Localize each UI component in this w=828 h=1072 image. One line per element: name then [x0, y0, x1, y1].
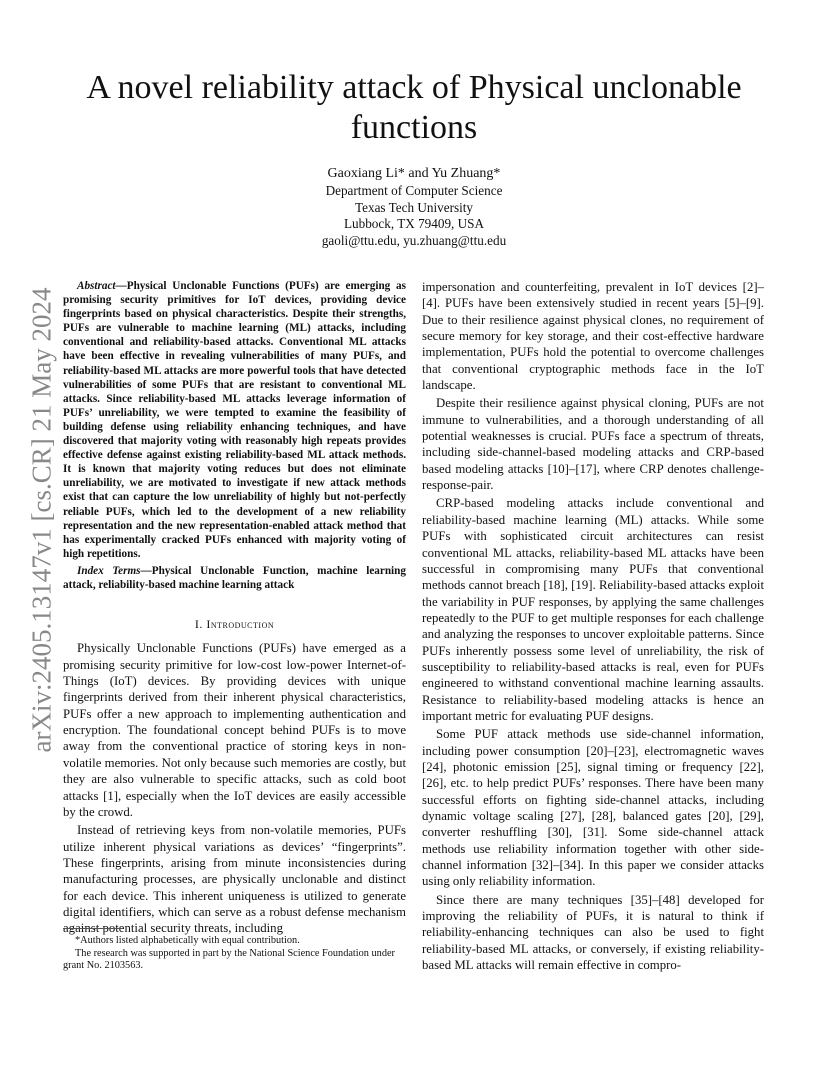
arxiv-stamp: arXiv:2405.13147v1 [cs.CR] 21 May 2024: [26, 287, 57, 753]
body-paragraph: Since there are many techniques [35]–[48] developed for improving the reliability of PUFs, it is natural to think if reliability-enhancing techniques can also be used to fight reliability-based ML attacks, or conversely, if existing reliability-based ML attacks will remain effective in compro-: [422, 892, 764, 973]
body-paragraph: CRP-based modeling attacks include conventional and reliability-based machine learning (ML) attacks. While some PUFs with sophisticated circuit architectures can resist conventional ML attacks, reliability-based ML attacks have been successful in compromising many PUFs that conventional methods cannot breach [18], [19]. Reliability-based attacks exploit the variability in PUF responses, by applying the same challenges repeatedly to the PUF to get multiple responses for each challenge and analyzing the responses to uncover exploitable patterns. Since PUFs inherently possess some level of unreliability, the risk of susceptibility to reliability-based attacks is real, even for PUFs engineered to withstand conventional machine learning assaults. Resistance to reliability-based modeling attacks is hence an important metric for evaluating PUF designs.: [422, 496, 764, 723]
paper-title: A novel reliability attack of Physical unclonable functions: [86, 69, 742, 146]
author-department: Department of Computer Science: [325, 183, 503, 198]
footnote: *Authors listed alphabetically with equal contribution.: [75, 935, 300, 946]
index-terms-text: —Physical Unclonable Function, machine learning attack, reliability-based machine learning attack: [63, 564, 406, 591]
index-terms-lead: Index Terms: [77, 564, 141, 577]
author-names: Gaoxiang Li* and Yu Zhuang*: [327, 166, 501, 181]
abstract: [63, 279, 406, 561]
author-location: Lubbock, TX 79409, USA: [343, 216, 485, 231]
right-column: [422, 279, 764, 975]
abstract-lead: Abstract: [77, 280, 116, 292]
footnote: The research was supported in part by the National Science Foundation under grant No. 2103563.: [63, 947, 395, 972]
author-university: Texas Tech University: [354, 199, 474, 215]
footnote-rule: [63, 928, 123, 929]
left-column: [63, 279, 406, 939]
footnotes: [63, 935, 406, 973]
intro-paragraph: Instead of retrieving keys from non-volatile memories, PUFs utilize inherent physical variations as devices’ “fingerprints”. These fingerprints, arising from minute inconsistencies during manufacturing processes, are physically unclonable and distinct for each device. This inherent uniqueness is utilized to generate digital identifiers, which can serve as a robust defense mechanism against potential security threats, including: [63, 823, 406, 936]
index-terms: [63, 564, 406, 592]
abstract-text: —Physical Unclonable Functions (PUFs) are emerging as promising security primitives for IoT devices, providing device fingerprints based on physical characteristics. Despite their strengths, PUFs are vulnerable to machine learning (ML) attacks, including conventional and reliability-based attacks. Conventional ML attacks have been effective in revealing vulnerabilities of many PUFs, and reliability-based ML attacks are more powerful tools that have detected vulnerabilities of some PUFs that are resistant to conventional ML attacks. Since reliability-based ML attacks leverage information of PUFs’ unreliability, we were tempted to examine the feasibility of building defense using reliability enhancing techniques, and have discovered that majority voting with reasonably high repeats provides effective defense against existing reliability-based ML attack methods. It is known that majority voting reduces but does not eliminate unreliability, we are motivated to investigate if new attack methods exist that can capture the low unreliability of highly but not-perfectly reliable PUFs, which led to the development of a new reliability representation and the new representation-enabled attack method that has experimentally cracked PUFs enhanced with majority voting of high repetitions.: [63, 280, 406, 560]
author-block: [214, 165, 614, 249]
body-paragraph: impersonation and counterfeiting, prevalent in IoT devices [2]–[4]. PUFs have been extensively studied in recent years [5]–[9]. Due to their resilience against physical clones, no requirement of secure memory for key storage, and their cost-effective hardware implementation, PUFs hold the potential to overcome challenges that conventional cryptographic methods face in the IoT landscape.: [422, 280, 764, 393]
intro-paragraph: Physically Unclonable Functions (PUFs) have emerged as a promising security primitive for low-cost low-power Internet-of-Things (IoT) devices. By providing devices with unique fingerprints derived from their inherent physical characteristics, PUFs offer a new approach to implementing authentication and encryption. The foundational concept behind PUFs is to move away from the conventional practice of storing keys in non-volatile memories. Not only because such memories are costly, but they are also vulnerable to specific attacks, such as cold boot attacks [1], especially when the IoT devices are easily accessible by the crowd.: [63, 641, 406, 819]
body-paragraph: Some PUF attack methods use side-channel information, including power consumption [20]–[23], electromagnetic waves [24], photonic emission [25], signal timing or frequency [22], [26], etc. to help predict PUFs’ responses. There have been many successful efforts on fighting side-channel attacks, including dynamic voltage scaling [27], [28], balanced gates [20], [29], converter reshuffling [30], [31]. Some side-channel attack methods use reliability information together with other side-channel information [32]–[34]. In this paper we consider attacks using only reliability information.: [422, 727, 764, 889]
author-emails: gaoli@ttu.edu, yu.zhuang@ttu.edu: [321, 232, 507, 248]
body-paragraph: Despite their resilience against physical cloning, PUFs are not immune to vulnerabilities, and a thorough understanding of all potential weaknesses is crucial. PUFs face a spectrum of threats, including side-channel-based modeling attacks and CRP-based based modeling attacks [10]–[17], where CRP denotes challenge-response-pair.: [422, 396, 764, 493]
section-heading: I. Introduction: [194, 617, 275, 632]
